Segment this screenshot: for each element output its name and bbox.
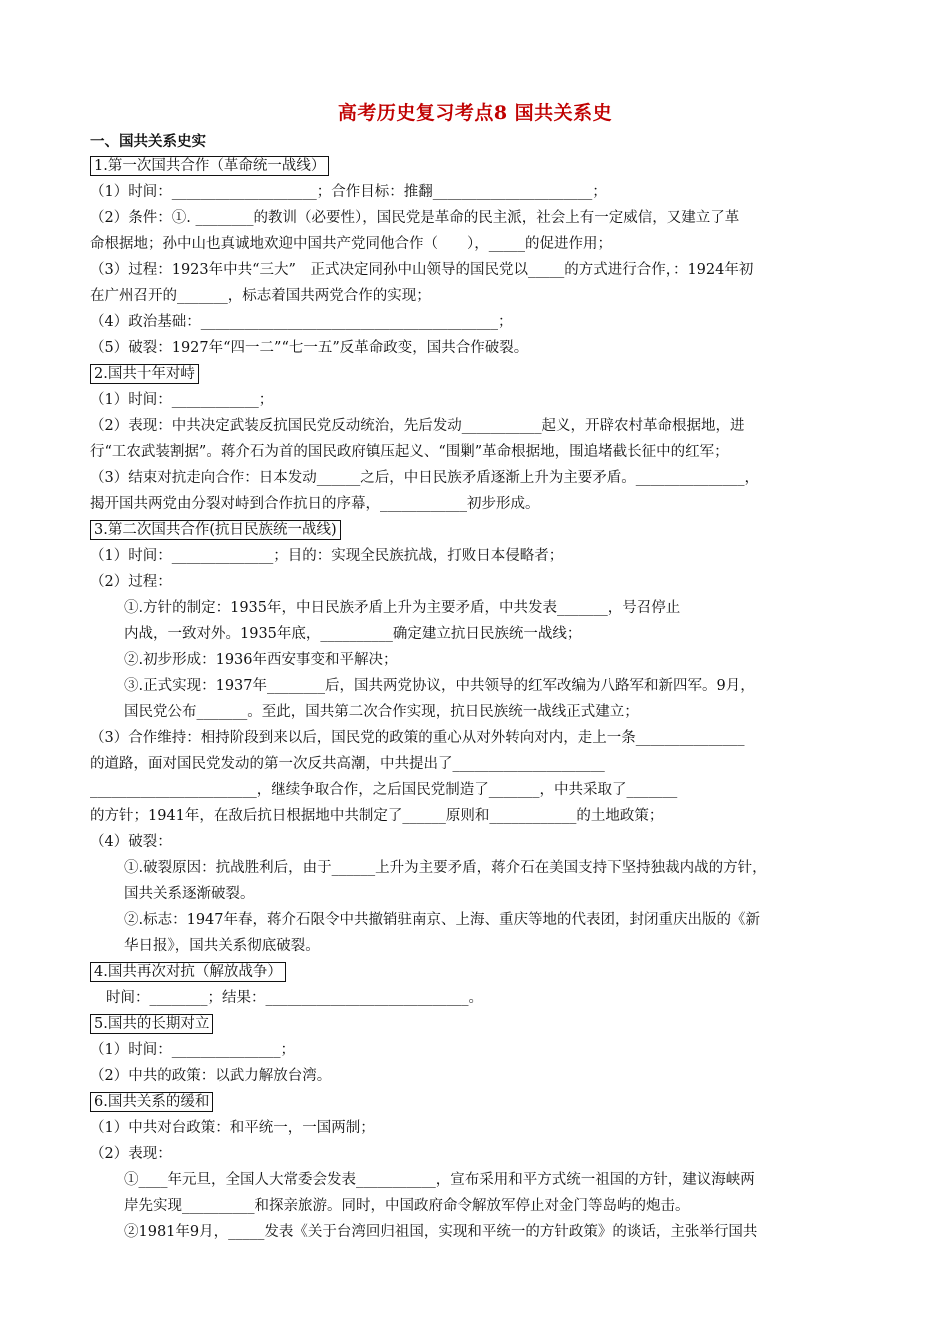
text-line: （4）政治基础：_________________________________________；	[90, 314, 513, 330]
text-line: （2）表现：中共决定武装反抗国民党反动统治，先后发动___________起义，开辟农村革命根据地，进	[90, 418, 745, 434]
text-line: ②1981年9月，_____发表《关于台湾回归祖国，实现和平统一的方针政策》的谈话，主张举行国共	[124, 1224, 758, 1240]
text-line: 国民党公布_______。至此，国共第二次合作实现，抗日民族统一战线正式建立；	[124, 704, 639, 720]
text-line: ③.正式实现：1937年________后，国共两党协议，中共领导的红军改编为八路军和新四军。9月，	[124, 678, 755, 694]
subsection-heading-4	[90, 962, 870, 982]
text-line: 国共关系逐渐破裂。	[124, 886, 255, 902]
boxed-title-1: 1.第一次国共合作（革命统一战线）	[90, 156, 329, 176]
text-line: （1）时间：______________；目的：实现全民族抗战，打败日本侵略者；	[90, 548, 564, 564]
page-title: 高考历史复习考点8 国共关系史	[337, 102, 613, 124]
text-line: （5）破裂：1927年“四一二”“七一五”反革命政变，国共合作破裂。	[90, 340, 529, 356]
boxed-title-3: 3.第二次国共合作(抗日民族统一战线)	[90, 520, 341, 540]
subsection-heading-2	[90, 364, 870, 384]
text-line: 时间：________；结果：____________________________。	[106, 990, 483, 1006]
text-line: （3）合作维持：相持阶段到来以后，国民党的政策的重心从对外转向对内，走上一条_______________	[90, 730, 745, 746]
text-line: 内战，一致对外。1935年底，__________确定建立抗日民族统一战线；	[124, 626, 582, 642]
text-line: 岸先实现__________和探亲旅游。同时，中国政府命令解放军停止对金门等岛屿的炮击。	[124, 1198, 690, 1214]
text-line: 在广州召开的_______，标志着国共两党合作的实现；	[90, 288, 431, 304]
text-line: ①.破裂原因：抗战胜利后，由于______上升为主要矛盾，蒋介石在美国支持下坚持独裁内战的方针，	[124, 860, 767, 876]
text-line: 揭开国共两党由分裂对峙到合作抗日的序幕，____________初步形成。	[90, 496, 540, 512]
text-line: （2）表现：	[90, 1146, 172, 1162]
text-line: （1）中共对台政策：和平统一，一国两制；	[90, 1120, 375, 1136]
text-line: （1）时间：____________________；合作目标：推翻______________________；	[90, 184, 607, 200]
text-line: ①____年元旦，全国人大常委会发表___________，宣布采用和平方式统一祖国的方针，建议海峡两	[124, 1172, 755, 1188]
text-line: （2）过程：	[90, 574, 172, 590]
text-line: ①.方针的制定：1935年，中日民族矛盾上升为主要矛盾，中共发表_______，号召停止	[124, 600, 681, 616]
subsection-heading-5	[90, 1014, 870, 1034]
text-line: （1）时间：____________；	[90, 392, 274, 408]
text-line: （3）结束对抗走向合作：日本发动______之后，中日民族矛盾逐渐上升为主要矛盾。_______________，	[90, 470, 759, 486]
text-line: （2）条件：①. ________的教训（必要性），国民党是革命的民主派，社会上有一定威信，又建立了革	[90, 210, 740, 226]
text-line: ②.初步形成：1936年西安事变和平解决；	[124, 652, 398, 668]
subsection-heading-3	[90, 520, 870, 540]
boxed-title-4: 4.国共再次对抗（解放战争）	[90, 962, 286, 982]
boxed-title-6: 6.国共关系的缓和	[90, 1092, 213, 1112]
text-line: （4）破裂：	[90, 834, 172, 850]
text-line: 华日报》，国共关系彻底破裂。	[124, 938, 320, 954]
boxed-title-2: 2.国共十年对峙	[90, 364, 199, 384]
subsection-heading-6	[90, 1092, 870, 1112]
text-line: 的道路，面对国民党发动的第一次反共高潮，中共提出了_____________________	[90, 756, 605, 772]
text-line: （1）时间：_______________；	[90, 1042, 295, 1058]
text-line: 命根据地；孙中山也真诚地欢迎中国共产党同他合作（ ），_____的促进作用；	[90, 236, 612, 252]
text-line: _______________________，继续争取合作，之后国民党制造了_______，中共采取了_______	[90, 782, 678, 798]
text-line: 行“工农武装割据”。蒋介石为首的国民政府镇压起义、“围剿”革命根据地，围追堵截长征中的红军；	[90, 444, 729, 460]
text-line: ②.标志：1947年春，蒋介石限令中共撤销驻南京、上海、重庆等地的代表团，封闭重庆出版的《新	[124, 912, 761, 928]
subsection-heading-1	[90, 156, 870, 176]
text-line: （2）中共的政策：以武力解放台湾。	[90, 1068, 332, 1084]
section-heading: 一、国共关系史实	[90, 133, 206, 150]
boxed-title-5: 5.国共的长期对立	[90, 1014, 213, 1034]
text-line: （3）过程：1923年中共“三大” 正式决定同孙中山领导的国民党以_____的方式进行合作，：1924年初	[90, 262, 754, 278]
text-line: 的方针；1941年，在敌后抗日根据地中共制定了______原则和____________的土地政策；	[90, 808, 664, 824]
